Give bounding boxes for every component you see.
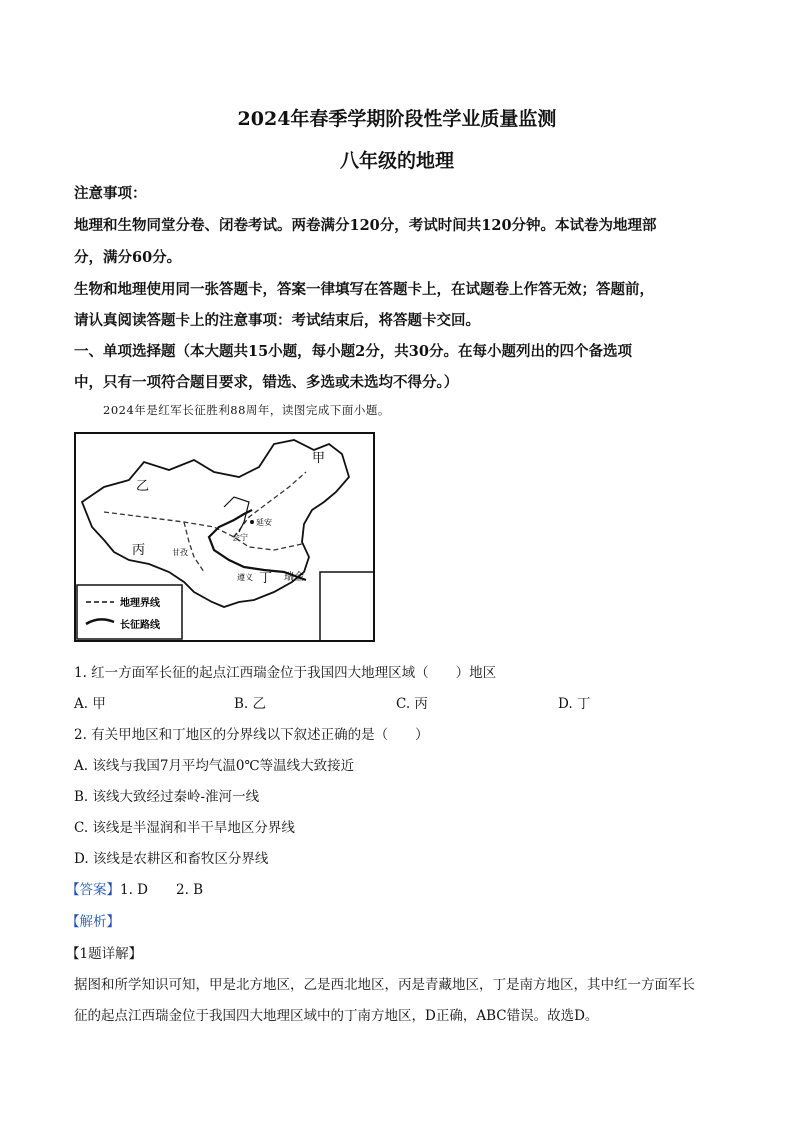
- notes-line: 请认真阅读答题卡上的注意事项：考试结束后，将答题卡交回。: [74, 312, 480, 329]
- page-title: 2024年春季学期阶段性学业质量监测: [237, 108, 557, 130]
- region-label-bing: 丙: [132, 543, 146, 558]
- place-label: 瑞金: [284, 572, 304, 583]
- region-label-jia: 甲: [312, 451, 326, 466]
- question-1-stem: 1. 红一方面军长征的起点江西瑞金位于我国四大地理区域（ ）地区: [74, 665, 497, 681]
- place-label: 甘孜: [172, 548, 188, 557]
- region-label-yi: 乙: [136, 479, 150, 494]
- q2-option-d: D. 该线是农耕区和畜牧区分界线: [74, 851, 269, 867]
- region-label-ding: 丁: [259, 571, 273, 586]
- notes-line: 分，满分60分。: [74, 249, 182, 266]
- q1-option-d: D. 丁: [558, 696, 591, 712]
- q1-option-b: B. 乙: [234, 696, 267, 712]
- legend-label: 地理界线: [120, 598, 160, 609]
- q2-option-b: B. 该线大致经过秦岭-淮河一线: [74, 789, 260, 805]
- question-2-stem: 2. 有关甲地区和丁地区的分界线以下叙述正确的是（ ）: [74, 727, 429, 743]
- map-svg: [74, 432, 375, 642]
- legend-label: 长征路线: [120, 620, 160, 631]
- place-label: 会宁: [232, 533, 248, 542]
- answer-row: [66, 878, 203, 898]
- q2-option-c: C. 该线是半湿润和半干旱地区分界线: [74, 820, 295, 836]
- analysis-text: 征的起点江西瑞金位于我国四大地理区域中的丁南方地区，D正确，ABC错误。故选D。: [74, 1008, 599, 1024]
- page-subtitle: 八年级的地理: [339, 150, 454, 172]
- question-intro: 2024年是红军长征胜利88周年，读图完成下面小题。: [103, 403, 390, 417]
- notes-line: 生物和地理使用同一张答题卡，答案一律填写在答题卡上，在试题卷上作答无效；答题前，: [74, 281, 654, 298]
- q1-option-c: C. 丙: [396, 696, 428, 712]
- section-heading: 一、单项选择题（本大题共15小题，每小题2分，共30分。在每小题列出的四个备选项: [74, 343, 632, 360]
- answer-1: 1. D: [120, 882, 148, 898]
- section-heading: 中，只有一项符合题目要求，错选、多选或未选均不得分。）: [74, 374, 459, 391]
- notes-line: 地理和生物同堂分卷、闭卷考试。两卷满分120分，考试时间共120分钟。本试卷为地理部: [74, 217, 657, 234]
- place-label: 遵义: [237, 573, 253, 582]
- place-label: 延安: [256, 518, 272, 527]
- analysis-subheading: 【1题详解】: [66, 946, 143, 962]
- q2-option-a: A. 该线与我国7月平均气温0℃等温线大致接近: [74, 758, 355, 774]
- answer-label: 【答案】: [66, 882, 120, 898]
- china-map: [74, 432, 375, 642]
- notes-heading: 注意事项：: [74, 185, 147, 202]
- answer-2: 2. B: [176, 882, 204, 898]
- q1-option-a: A. 甲: [74, 696, 106, 712]
- analysis-label: 【解析】: [66, 914, 120, 930]
- analysis-text: 据图和所学知识可知，甲是北方地区，乙是西北地区，丙是青藏地区，丁是南方地区，其中红一方面军长: [74, 977, 695, 993]
